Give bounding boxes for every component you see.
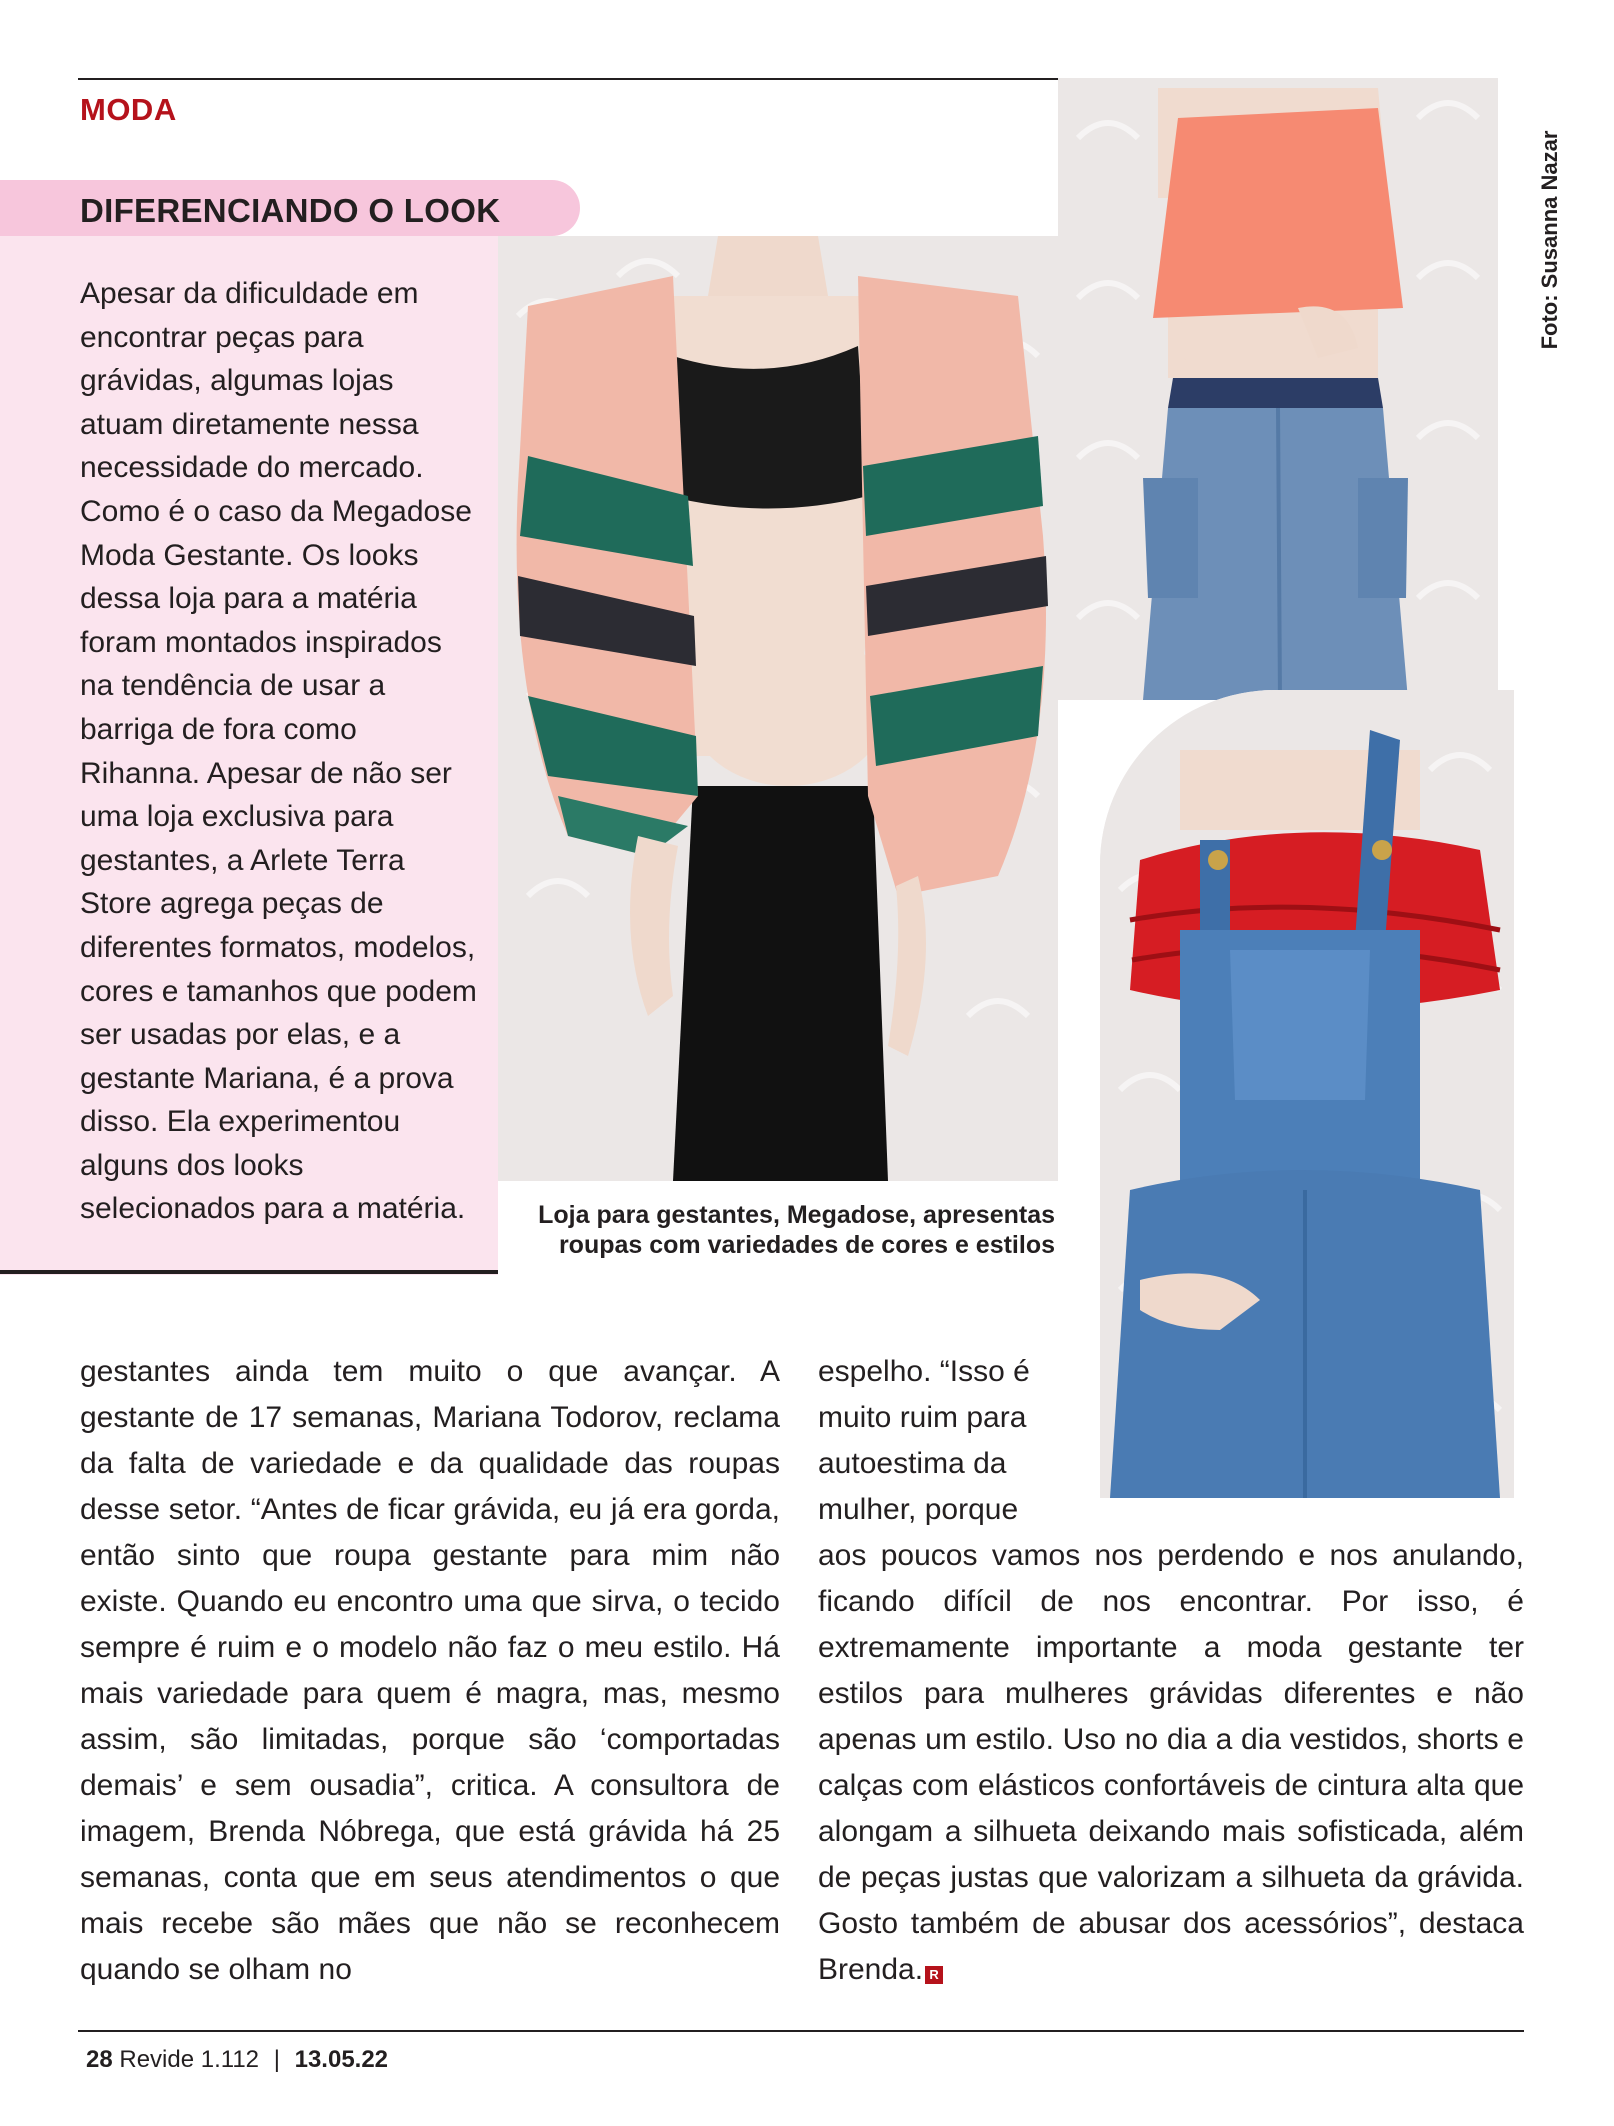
body-column-right-top <box>818 1349 1054 1533</box>
photo-crop-top-look <box>1058 78 1498 700</box>
photo-overalls-illustration <box>1100 690 1514 1498</box>
page-number: 28 <box>86 2046 113 2073</box>
body-paragraph-right-text: aos poucos vamos nos perdendo e nos anulando, ficando difícil de nos encontrar. Por isso, é extremamente importante a moda gestante ter estilos para mulheres grávidas diferentes e não apenas um estilo. Uso no dia a dia vestidos, shorts e calças com elásticos confortáveis de cintura alta que alongam a silhueta deixando mais sofisticada, além de peças justas que valorizam a silhueta da grávida. Gosto também de abusar dos acessórios”, destaca Brenda. <box>818 1539 1524 1986</box>
page-footer <box>86 2046 388 2074</box>
end-of-article-mark: R <box>925 1966 943 1984</box>
photo-credit-text: Foto: Susanna Nazar <box>1537 130 1562 350</box>
body-column-right <box>818 1533 1524 1993</box>
bottom-rule <box>78 2030 1524 2032</box>
photo-credit <box>1530 110 1570 370</box>
issue-date: 13.05.22 <box>294 2046 389 2073</box>
footer-separator: | <box>273 2046 280 2073</box>
photo-crop-top-illustration <box>1058 78 1498 700</box>
magazine-issue: Revide 1.112 <box>119 2046 260 2073</box>
body-paragraph-right-top: espelho. “Isso é muito ruim para autoestima da mulher, porque <box>818 1355 1030 1526</box>
intro-box-bottom-rule <box>0 1270 498 1274</box>
intro-paragraph: Apesar da dificuldade em encontrar peças para grávidas, algumas lojas atuam diretamente nessa necessidade do mercado. Como é o caso da Megadose Moda Gestante. Os looks dessa loja para a matéria foram montados inspirados na tendência de usar a barriga de fora como Rihanna. Apesar de não ser uma loja exclusiva para gestantes, a Arlete Terra Store agrega peças de diferentes formatos, modelos, cores e tamanhos que podem ser usadas por elas, e a gestante Mariana, é a prova disso. Ela experimentou alguns dos looks selecionados para a matéria. <box>80 277 477 1226</box>
article-heading: DIFERENCIANDO O LOOK <box>80 192 501 229</box>
body-column-left <box>80 1349 780 1993</box>
photo-caption: Loja para gestantes, Megadose, apresentas roupas com variedades de cores e estilos <box>538 1201 1055 1259</box>
body-paragraph-right <box>818 1533 1524 1993</box>
photo-kimono-look <box>498 236 1058 1181</box>
section-label: MODA <box>80 92 177 127</box>
body-paragraph-left: gestantes ainda tem muito o que avançar. A gestante de 17 semanas, Mariana Todorov, reclama da falta de variedade e da qualidade das roupas desse setor. “Antes de ficar grávida, eu já era gorda, então sinto que roupa gestante para mim não existe. Quando eu encontro uma que sirva, o tecido sempre é ruim e o modelo não faz o meu estilo. Há mais variedade para quem é magra, mas, mesmo assim, são limitadas, porque são ‘comportadas demais’ e sem ousadia”, critica. A consultora de imagem, Brenda Nóbrega, que está grávida há 25 semanas, conta que em seus atendimentos o que mais recebe são mães que não se reconhecem quando se olham no <box>80 1355 780 1986</box>
top-rule <box>78 78 1058 80</box>
photo-kimono-illustration <box>498 236 1058 1181</box>
intro-text-block <box>80 272 480 1231</box>
photo-overalls-look <box>1100 690 1514 1498</box>
